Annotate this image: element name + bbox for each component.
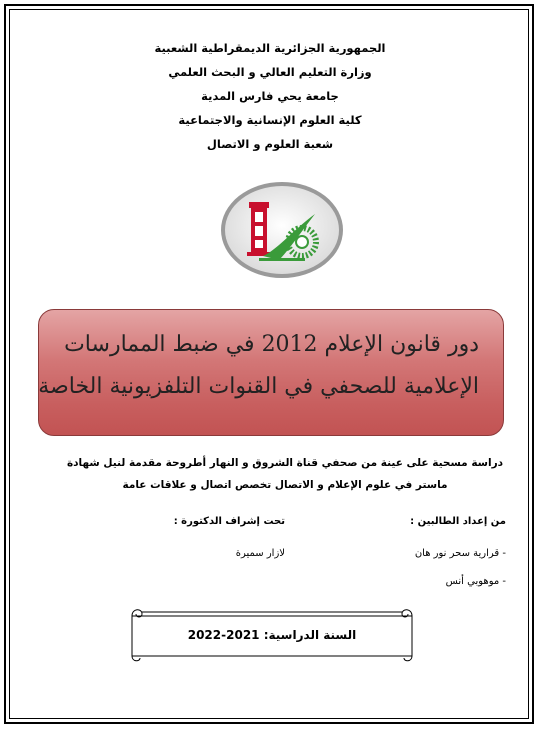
country-line: الجمهورية الجزائرية الديمقراطية الشعبية — [154, 41, 386, 55]
university-logo-icon — [219, 180, 345, 280]
thesis-title-line-1: دور قانون الإعلام 2012 في ضبط الممارسات — [64, 332, 479, 357]
department-line: شعبة العلوم و الاتصال — [206, 137, 334, 151]
university-line: جامعة يحي فارس المدية — [201, 89, 339, 103]
thesis-subtitle — [60, 452, 510, 496]
academic-year: السنة الدراسية: 2021-2022 — [187, 628, 357, 642]
students-block — [276, 514, 506, 590]
thesis-title-banner — [38, 309, 504, 436]
supervisor-label: تحت إشراف الدكتورة : — [173, 516, 285, 527]
students-label: من إعداد الطالبين : — [410, 516, 506, 527]
faculty-line: كلية العلوم الإنسانية والاجتماعية — [178, 113, 362, 127]
student-name-1: - قرارية سحر نور هان — [414, 548, 506, 559]
supervisor-name: لازار سميرة — [235, 548, 285, 559]
thesis-title-line-2: الإعلامية للصحفي في القنوات التلفزيونية الخاصة — [38, 374, 479, 399]
student-name-2: - موهوبي أنس — [445, 576, 506, 587]
supervisor-block — [85, 514, 285, 562]
subtitle-line-2: ماستر في علوم الإعلام و الاتصال تخصص اتصال و علاقات عامة — [122, 479, 448, 491]
subtitle-line-1: دراسة مسحية على عينة من صحفي قناة الشروق و النهار أطروحة مقدمة لنيل شهادة — [66, 457, 504, 469]
ministry-line: وزارة التعليم العالي و البحث العلمي — [168, 65, 372, 79]
institution-header — [0, 36, 540, 156]
